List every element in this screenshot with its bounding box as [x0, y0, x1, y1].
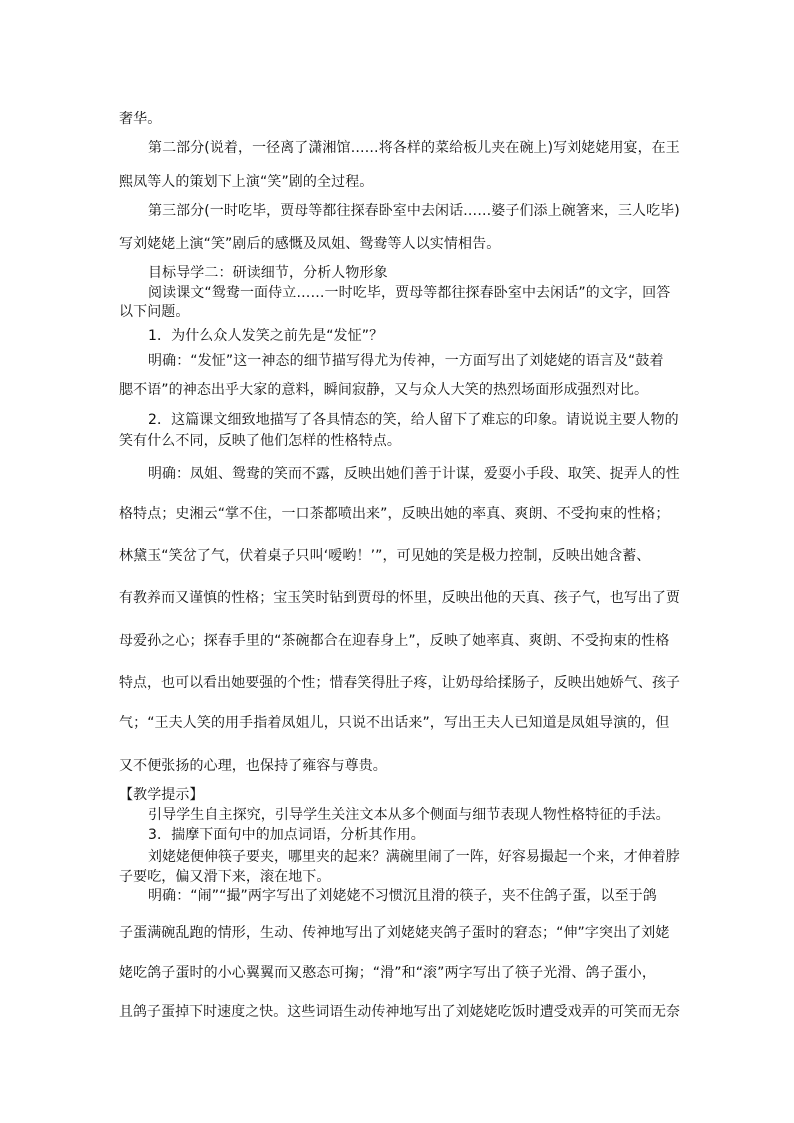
- text-line: 引导学生自主探究，引导学生关注文本从多个侧面与细节表现人物性格特征的手法。: [148, 807, 670, 823]
- section-heading: 目标导学二：研读细节，分析人物形象: [148, 265, 388, 281]
- question-line: 1．为什么众人发笑之前先是“发怔”？: [148, 328, 384, 344]
- text-line: 母爱孙之心；探春手里的“茶碗都合在迎春身上”，反映了她率真、爽朗、不受拘束的性格: [119, 633, 670, 649]
- text-line: 阅读课文“鸳鸯一面侍立……一时吃毕，贾母等都往探春卧室中去闲话”的文字，回答: [148, 285, 671, 301]
- text-line: 写刘姥姥上演“笑”剧后的感慨及凤姐、鸳鸯等人以实情相告。: [119, 236, 501, 252]
- text-line: 特点，也可以看出她要强的个性；惜春笑得肚子疼，让奶母给揉肠子，反映出她娇气、孩子: [119, 675, 681, 691]
- text-line: 子蛋满碗乱跑的情形，生动、传神地写出了刘姥姥夹鸽子蛋时的窘态；“伸”字突出了刘姥: [119, 925, 670, 941]
- text-line: 气；“王夫人笑的用手指着凤姐儿，只说不出话来”，写出王夫人已知道是凤姐导演的，但: [119, 715, 670, 731]
- text-line: 姥吃鸽子蛋时的小心翼翼而又憨态可掬；“滑”和“滚”两字写出了筷子光滑、鸽子蛋小，: [119, 965, 657, 981]
- text-line: 熙凤等人的策划下上演“笑”剧的全过程。: [119, 174, 374, 190]
- text-line: 有教养而又谨慎的性格；宝玉笑时钻到贾母的怀里，反映出他的天真、孩子气，也写出了贾: [119, 590, 681, 606]
- text-line: 刘姥姥便伸筷子要夹，哪里夹的起来？满碗里闹了一阵，好容易撮起一个来，才伸着脖: [148, 849, 680, 865]
- text-line: 第二部分(说着，一径离了潇湘馆……将各样的菜给板儿夹在碗上)写刘姥姥用宴，在王: [148, 140, 680, 156]
- text-line: 林黛玉“笑岔了气，伏着桌子只叫‘嗳哟！’”，可见她的笑是极力控制，反映出她含蓄、: [119, 548, 651, 564]
- text-line: 格特点；史湘云“掌不住，一口茶都喷出来”，反映出她的率真、爽朗、不受拘束的性格；: [119, 506, 670, 522]
- text-line: 又不便张扬的心理，也保持了雍容与尊贵。: [119, 758, 387, 774]
- text-line: 且鸽子蛋掉下时速度之快。这些词语生动传神地写出了刘姥姥吃饭时遭受戏弄的可笑而无奈: [119, 1004, 681, 1020]
- text-line: 第三部分(一时吃毕，贾母等都往探春卧室中去闲话……婆子们添上碗箸来，三人吃毕): [148, 203, 680, 219]
- text-line: 明确：“发怔”这一神态的细节描写得尤为传神，一方面写出了刘姥姥的语言及“鼓着: [148, 353, 664, 369]
- text-line: 明确：“闹”“撮”两字写出了刘姥姥不习惯沉且滑的筷子，夹不住鸽子蛋，以至于鸽: [148, 888, 657, 904]
- question-line: 2．这篇课文细致地描写了各具情态的笑，给人留下了难忘的印象。请说说主要人物的: [148, 412, 679, 428]
- teaching-tip-heading: 【教学提示】: [119, 787, 204, 803]
- question-line: 3．揣摩下面句中的加点词语，分析其作用。: [148, 827, 425, 843]
- text-line: 明确：凤姐、鸳鸯的笑而不露，反映出她们善于计谋，爱耍小手段、取笑、捉弄人的性: [148, 466, 680, 482]
- text-line: 奢华。: [119, 111, 162, 127]
- text-line: 笑有什么不同，反映了他们怎样的性格特点。: [119, 433, 401, 449]
- text-line: 腮不语”的神态出乎大家的意料，瞬间寂静，又与众人大笑的热烈场面形成强烈对比。: [119, 382, 649, 398]
- text-line: 子要吃，偏又滑下来，滚在地下。: [119, 869, 331, 885]
- text-line: 以下问题。: [119, 304, 190, 320]
